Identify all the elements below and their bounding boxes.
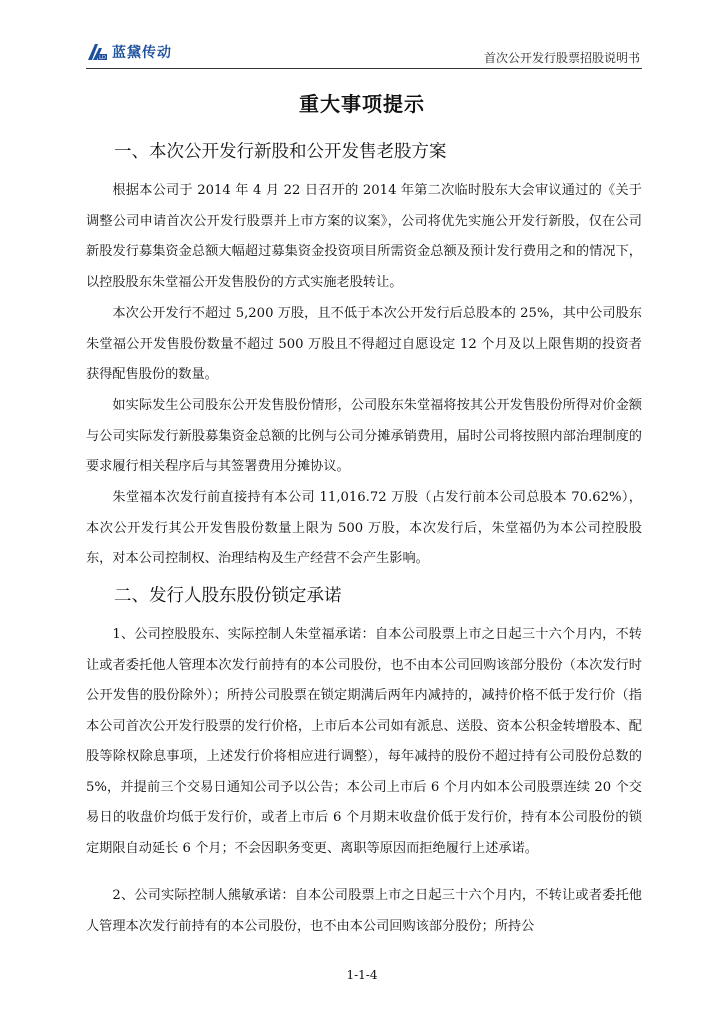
section-heading-2: 二、发行人股东股份锁定承诺 xyxy=(114,586,342,606)
paragraph-1: 根据本公司于 2014 年 4 月 22 日召开的 2014 年第二次临时股东大会审议通过的《关于调整公司申请首次公开发行股票并上市方案的议案》，公司将优先实施公开发行新股，仅在公司新股发行募集资金总额大幅超过募集资金投资项目所需资金总额及预计发行费用之和的情况下，以控股股东朱堂福公开发售股份的方式实施老股转让。 xyxy=(86,183,642,290)
paragraph-3: 如实际发生公司股东公开发售股份情形，公司股东朱堂福将按其公开发售股份所得对价金额与公司实际发行新股募集资金总额的比例与公司分摊承销费用，届时公司将按照内部治理制度的要求履行相关程序后与其签署费用分摊协议。 xyxy=(86,398,642,474)
document-title: 首次公开发行股票招股说明书 xyxy=(483,51,640,65)
logo-mark-icon xyxy=(86,43,108,61)
section-heading-1: 一、本次公开发行新股和公开发售老股方案 xyxy=(114,142,447,162)
paragraph-5: 1、公司控股股东、实际控制人朱堂福承诺：自本公司股票上市之日起三十六个月内，不转让或者委托他人管理本次发行前持有的本公司股份，也不由本公司回购该部分股份（本次发行时公开发售的股份除外）；所持公司股票在锁定期满后两年内减持的，减持价格不低于发行价（指本公司首次公开发行股票的发行价格，上市后本公司如有派息、送股、资本公积金转增股本、配股等除权除息事项，上述发行价将相应进行调整），每年减持的股份不超过持有公司股份总数的 5%，并提前三个交易日通知公司予以公告；本公司上市后 6 个月内如本公司股票连续 20 个交易日的收盘价均低于发行价，或者上市后 6 个月期末收盘价低于发行价，持有本公司股份的锁定期限自动延长 6 个月；不会因职务变更、离职等原因而拒绝履行上述承诺。 xyxy=(86,627,642,856)
company-name: 蓝黛传动 xyxy=(112,45,172,61)
paragraph-4: 朱堂福本次发行前直接持有本公司 11,016.72 万股（占发行前本公司总股本 70.62%），本次公开发行其公开发售股份数量上限为 500 万股，本次发行后，朱堂福仍为本公司控股股东，对本公司控制权、治理结构及生产经营不会产生影响。 xyxy=(86,490,642,566)
company-logo xyxy=(86,42,172,62)
paragraph-2: 本次公开发行不超过 5,200 万股，且不低于本次公开发行后总股本的 25%，其中公司股东朱堂福公开发售股份数量不超过 500 万股且不得超过自愿设定 12 个月及以上限售期的投资者获得配售股份的数量。 xyxy=(86,306,642,382)
page-title: 重大事项提示 xyxy=(299,92,425,116)
svg-text:LD: LD xyxy=(99,55,106,61)
paragraph-6: 2、公司实际控制人熊敏承诺：自本公司股票上市之日起三十六个月内，不转让或者委托他人管理本次发行前持有的本公司股份，也不由本公司回购该部分股份；所持公 xyxy=(86,888,642,934)
page-number: 1-1-4 xyxy=(346,968,378,982)
page-header xyxy=(86,38,642,69)
